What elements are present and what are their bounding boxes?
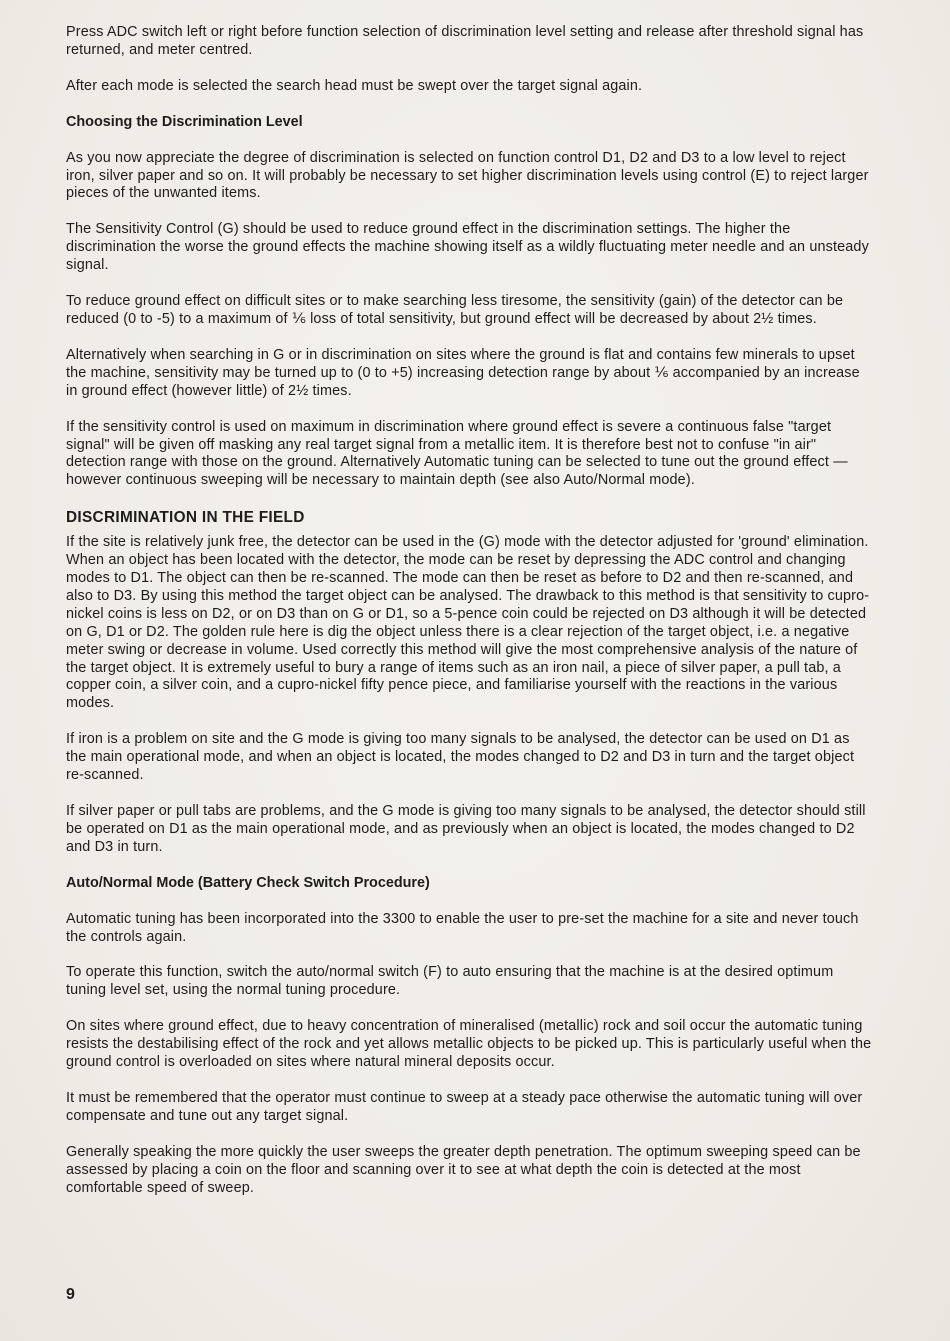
- paragraph-operate-function: To operate this function, switch the auto/normal switch (F) to auto ensuring that the machine is at the desired optimum tuning level set, using the normal tuning procedure.: [66, 964, 834, 999]
- paragraph-automatic-tuning: Automatic tuning has been incorporated into the 3300 to enable the user to pre-set the machine for a site and never touch the controls again.: [66, 910, 859, 945]
- heading-auto-normal-mode: Auto/Normal Mode (Battery Check Switch Procedure): [66, 874, 430, 891]
- paragraph-discrimination-degree: As you now appreciate the degree of discrimination is selected on function control D1, D2 and D3 to a low level to reject iron, silver paper and so on. It will probably be necessary to set higher discrimination levels using control (E) to reject larger pieces of the unwanted items.: [66, 149, 869, 202]
- paragraph-mineralised-sites: On sites where ground effect, due to heavy concentration of mineralised (metallic) rock and soil occur the automatic tuning resists the destabilising effect of the rock and yet allows metallic objects to be picked up. This is particularly useful when the ground control is overloaded on sites where natural mineral deposits occur.: [66, 1018, 872, 1071]
- paragraph-sensitivity-control: The Sensitivity Control (G) should be used to reduce ground effect in the discrimination settings. The higher the discrimination the worse the ground effects the machine showing itself as a wildly fluctuating meter needle and an unsteady signal.: [66, 221, 869, 274]
- paragraph-junk-free-site: If the site is relatively junk free, the detector can be used in the (G) mode with the detector adjusted for 'ground' elimination. When an object has been located with the detector, the mode can be reset by depressing the ADC control and changing modes to D1. The object can then be re-scanned. The mode can then be reset as before to D2 and then re-scanned, and also to D3. By using this method the target object can be analysed. The drawback to this method is that sensitivity to cupro-nickel coins is less on D2, or on D3 than on G or D1, so a 5-pence coin could be rejected on D3 although it will be detected on G, D1 or D2. The golden rule here is dig the object unless there is a clear rejection of the target object, i.e. a negative meter swing or decrease in volume. Used correctly this method will give the most comprehensive analysis of the nature of the target object. It is extremely useful to bury a range of items such as an iron nail, a piece of silver paper, a pull tab, a copper coin, a silver coin, and a cupro-nickel fifty pence piece, and familiarise yourself with the reactions in the various modes.: [66, 534, 870, 712]
- paragraph-steady-pace: It must be remembered that the operator must continue to sweep at a steady pace otherwise the automatic tuning will over compensate and tune out any target signal.: [66, 1089, 863, 1124]
- paragraph-increase-sensitivity: Alternatively when searching in G or in discrimination on sites where the ground is flat and contains few minerals to upset the machine, sensitivity may be turned up to (0 to +5) increasing detection range by about ⅙ accompanied by an increase in ground effect (however little) of 2½ times.: [66, 346, 860, 399]
- heading-choosing-discrimination-level: Choosing the Discrimination Level: [66, 113, 303, 130]
- paragraph-adc-switch: Press ADC switch left or right before function selection of discrimination level setting and release after threshold signal has returned, and meter centred.: [66, 24, 864, 58]
- heading-discrimination-in-the-field: DISCRIMINATION IN THE FIELD: [66, 509, 305, 527]
- page-number: 9: [66, 1286, 75, 1303]
- paragraph-silver-paper-problem: If silver paper or pull tabs are problems, and the G mode is giving too many signals to be analysed, the detector should still be operated on D1 as the main operational mode, and as previously when an object is located, the modes changed to D2 and D3 in turn.: [66, 803, 866, 855]
- paragraph-iron-problem: If iron is a problem on site and the G mode is giving too many signals to be analysed, the detector can be used on D1 as the main operational mode, and when an object is located, the modes changed to D2 and D3 in turn and the target object re-scanned.: [66, 731, 855, 784]
- paragraph-maximum-sensitivity: If the sensitivity control is used on maximum in discrimination where ground effect is severe a continuous false "target signal" will be given off masking any real target signal from a metallic item. It is therefore best not to confuse "in air" detection range with those on the ground. Alternatively Automatic tuning can be selected to tune out the ground effect — however continuous sweeping will be necessary to maintain depth (see also Auto/Normal mode).: [66, 418, 848, 489]
- paragraph-reduce-ground-effect: To reduce ground effect on difficult sites or to make searching less tiresome, the sensitivity (gain) of the detector can be reduced (0 to -5) to a maximum of ⅙ loss of total sensitivity, but ground effect will be decreased by about 2½ times.: [66, 293, 844, 327]
- page-body: [66, 24, 872, 1216]
- paragraph-sweep-again: After each mode is selected the search head must be swept over the target signal again.: [66, 77, 643, 94]
- paragraph-sweeping-speed: Generally speaking the more quickly the user sweeps the greater depth penetration. The optimum sweeping speed can be assessed by placing a coin on the floor and scanning over it to see at what depth the coin is detected at the most comfortable speed of sweep.: [66, 1143, 861, 1196]
